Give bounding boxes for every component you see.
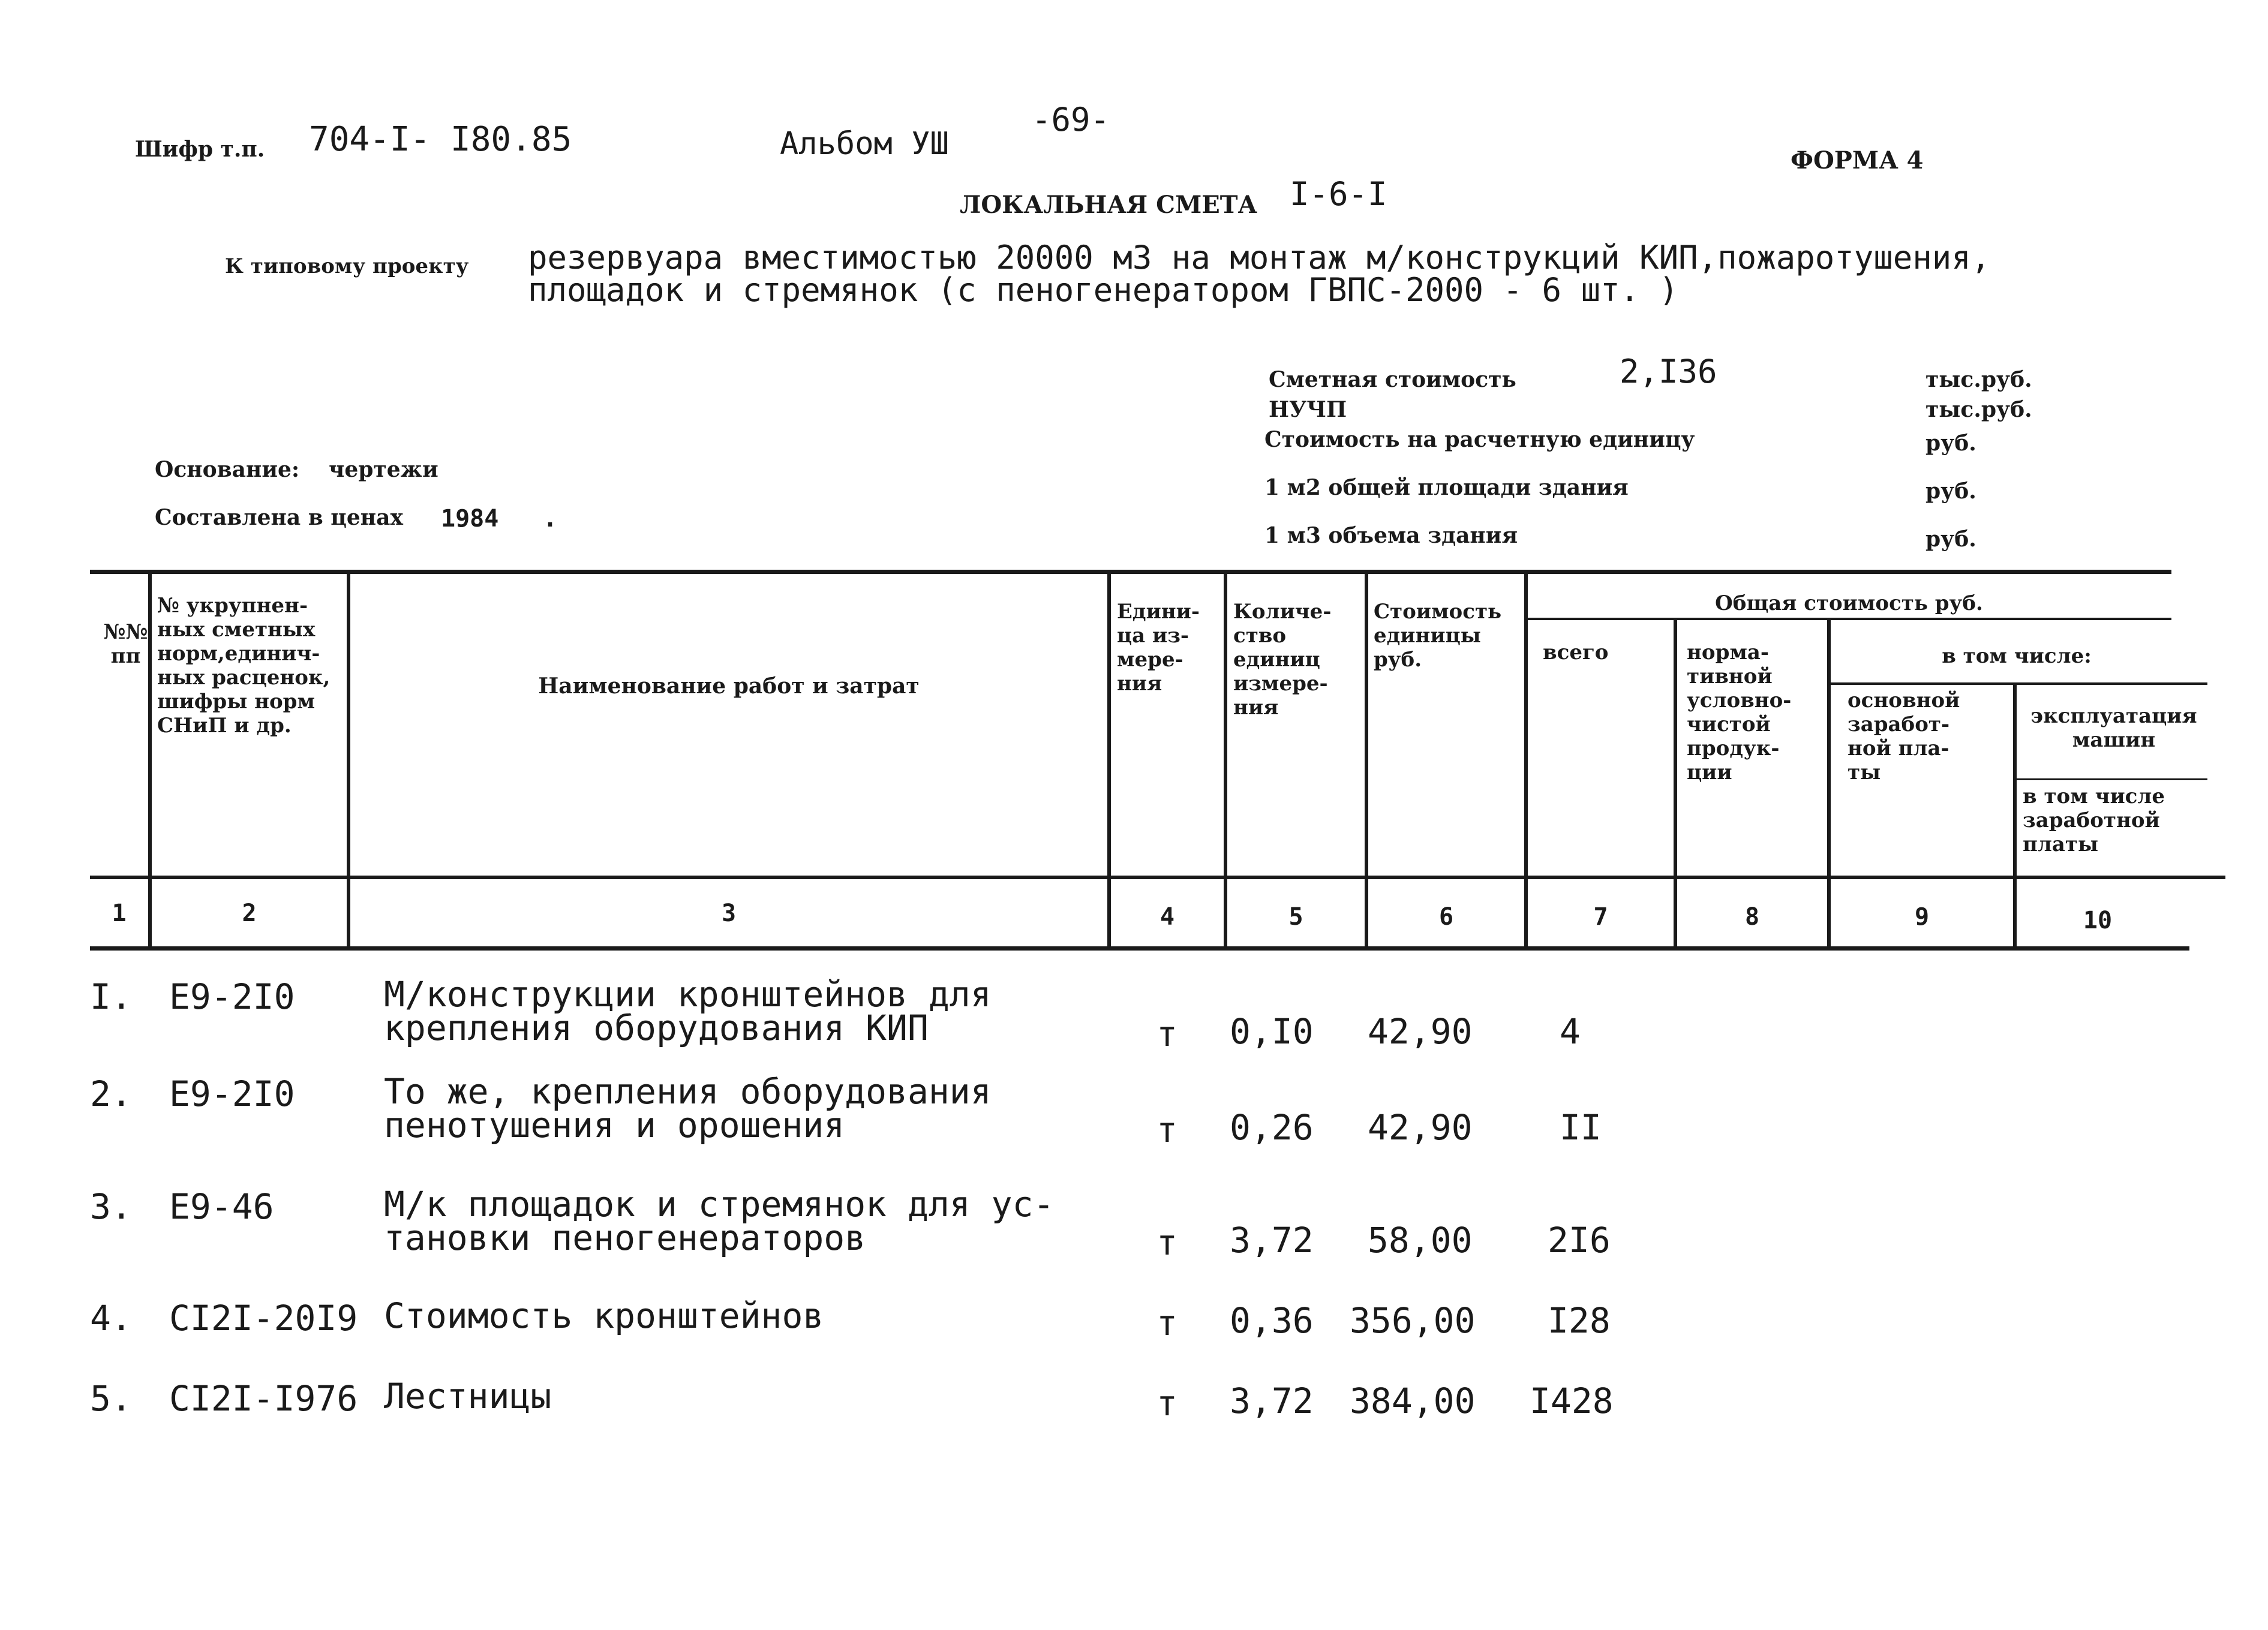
header-base-salary: основной заработ- ной пла- ты: [1848, 688, 1960, 784]
header-incl-group: в том числе:: [1942, 644, 2092, 668]
col-divider-6: [1524, 574, 1528, 949]
column-number: 9: [1914, 903, 1930, 931]
row-unit-price: 384,00: [1350, 1381, 1476, 1421]
row-total: II: [1560, 1107, 1602, 1148]
per-unit-unit: руб.: [1925, 431, 1976, 456]
row-number: 2.: [90, 1073, 132, 1114]
header-num: №№ пп: [103, 620, 148, 668]
row-unit: т: [1156, 1014, 1177, 1054]
header-total-cost-group: Общая стоимость руб.: [1715, 591, 1983, 615]
row-number: 4.: [90, 1298, 132, 1339]
document-title: ЛОКАЛЬНАЯ СМЕТА: [960, 191, 1258, 219]
row-quantity: 3,72: [1230, 1220, 1314, 1261]
row-work-name: То же, крепления оборудования пенотушения и орошения: [384, 1071, 992, 1145]
row-quantity: 0,I0: [1230, 1011, 1314, 1052]
per-m3-label: 1 м3 объема здания: [1264, 523, 1518, 548]
header-norm-codes: № укрупнен- ных сметных норм,единич- ных расценок, шифры норм СНиП и др.: [157, 594, 331, 738]
project-description-line1: резервуара вместимостью 20000 м3 на монтаж м/конструкций КИП,пожаротушения,: [528, 239, 1991, 276]
osnovanie-value: чертежи: [329, 457, 438, 482]
row-unit-price: 356,00: [1350, 1300, 1476, 1341]
row-unit: т: [1156, 1303, 1177, 1343]
row-code: Е9-46: [169, 1186, 274, 1227]
per-m2-unit: руб.: [1925, 479, 1976, 504]
column-numbers-bottom-rule: [90, 946, 2189, 951]
page-number: -69-: [1032, 101, 1110, 139]
column-number: 4: [1159, 903, 1175, 931]
row-work-name: М/к площадок и стремянок для ус- тановки пеногенераторов: [384, 1184, 1055, 1258]
project-label: К типовому проекту: [225, 254, 469, 278]
row-unit-price: 42,90: [1368, 1107, 1473, 1148]
form-label: ФОРМА 4: [1791, 146, 1924, 175]
row-unit: т: [1156, 1222, 1177, 1263]
row-unit-price: 58,00: [1368, 1220, 1473, 1261]
row-unit-price: 42,90: [1368, 1011, 1473, 1052]
col-divider-2: [347, 574, 350, 949]
row-code: СI2I-I976: [169, 1378, 358, 1419]
table-top-rule: [90, 570, 2171, 574]
col-divider-7: [1674, 620, 1677, 949]
header-total-all: всего: [1543, 640, 1609, 664]
osnovanie-label: Основание:: [155, 457, 300, 482]
total-group-rule: [1527, 618, 2171, 620]
row-total: I28: [1548, 1300, 1611, 1341]
header-machine-operation: эксплуатация машин: [2030, 704, 2197, 752]
nuchp-unit: тыс.руб.: [1925, 397, 2032, 422]
machines-sub-rule: [2015, 778, 2207, 780]
column-number: 3: [721, 900, 737, 927]
row-quantity: 0,26: [1230, 1107, 1314, 1148]
row-unit: т: [1156, 1109, 1177, 1150]
smetnaya-stoimost-label: Сметная стоимость: [1269, 367, 1516, 392]
sostavlena-dot: .: [543, 505, 558, 533]
column-number: 2: [242, 900, 257, 927]
column-number: 1: [112, 900, 127, 927]
column-number: 7: [1593, 903, 1608, 931]
row-code: Е9-2I0: [169, 976, 295, 1017]
sostavlena-year: 1984: [441, 505, 499, 533]
album-label: Альбом УШ: [780, 126, 949, 162]
shifr-label: Шифр т.п.: [135, 137, 265, 162]
row-quantity: 3,72: [1230, 1381, 1314, 1421]
column-number: 10: [2083, 907, 2113, 934]
incl-group-rule: [1830, 682, 2207, 685]
smeta-number: I-6-I: [1290, 175, 1387, 213]
shifr-value: 704-I- I80.85: [309, 120, 572, 159]
col-divider-3: [1107, 574, 1111, 949]
per-m3-unit: руб.: [1925, 527, 1976, 552]
sostavlena-label: Составлена в ценах: [155, 505, 403, 530]
row-number: I.: [90, 976, 132, 1017]
col-divider-8: [1827, 620, 1831, 949]
column-number: 6: [1438, 903, 1454, 931]
row-total: 2I6: [1548, 1220, 1611, 1261]
header-work-name: Наименование работ и затрат: [538, 673, 920, 699]
project-description-line2: площадок и стремянок (с пеногенератором ГВПС-2000 - 6 шт. ): [528, 271, 1679, 309]
row-unit: т: [1156, 1383, 1177, 1424]
per-m2-label: 1 м2 общей площади здания: [1264, 475, 1629, 500]
col-divider-5: [1365, 574, 1368, 949]
column-number: 5: [1288, 903, 1303, 931]
row-quantity: 0,36: [1230, 1300, 1314, 1341]
row-total: 4: [1560, 1011, 1581, 1052]
row-total: I428: [1530, 1381, 1614, 1421]
row-number: 5.: [90, 1378, 132, 1419]
smetnaya-stoimost-unit: тыс.руб.: [1925, 367, 2032, 392]
header-bottom-rule: [90, 876, 2225, 879]
column-number: 8: [1744, 903, 1760, 931]
header-unit-cost: Стоимость единицы руб.: [1374, 600, 1502, 672]
row-code: СI2I-20I9: [169, 1298, 358, 1339]
header-quantity: Количе- ство единиц измере- ния: [1233, 600, 1332, 720]
row-work-name: Лестницы: [384, 1376, 552, 1417]
nuchp-label: НУЧП: [1269, 397, 1347, 422]
smetnaya-stoimost-value: 2,I36: [1620, 353, 1717, 390]
header-unit: Едини- ца из- мере- ния: [1117, 600, 1200, 696]
col-divider-4: [1224, 574, 1227, 949]
row-work-name: Стоимость кронштейнов: [384, 1295, 824, 1336]
header-normative-product: норма- тивной условно- чистой продук- ции: [1687, 640, 1792, 784]
row-code: Е9-2I0: [169, 1073, 295, 1114]
col-divider-1: [148, 574, 152, 949]
row-number: 3.: [90, 1186, 132, 1227]
row-work-name: М/конструкции кронштейнов для крепления оборудования КИП: [384, 974, 992, 1048]
per-unit-label: Стоимость на расчетную единицу: [1264, 427, 1695, 452]
header-machine-salary: в том числе заработной платы: [2023, 784, 2165, 856]
